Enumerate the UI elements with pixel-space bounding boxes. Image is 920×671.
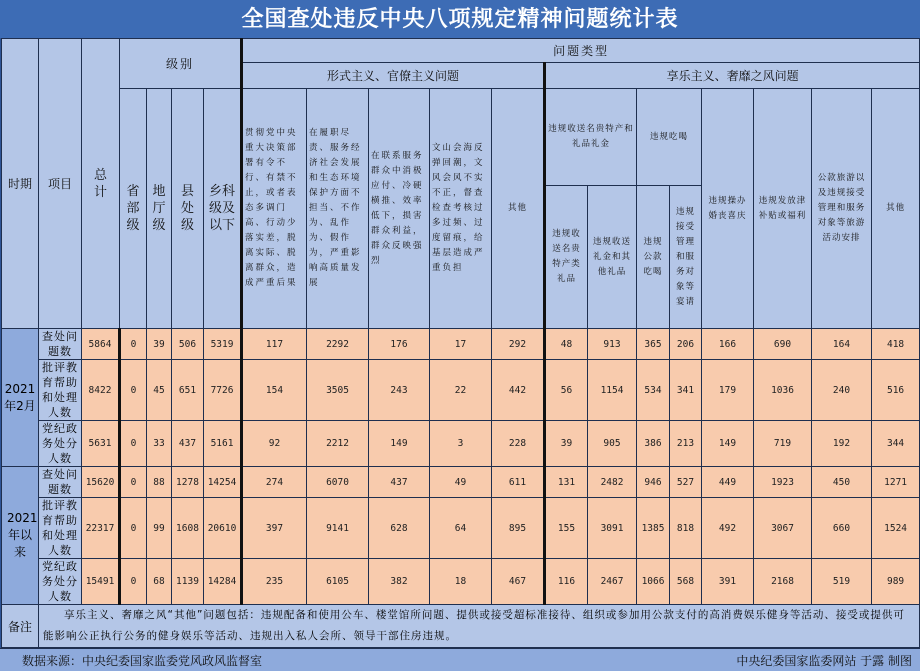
item-label: 党纪政务处分人数 <box>39 421 82 467</box>
value-cell: 149 <box>702 421 754 467</box>
header-formalism-col-2: 在履职尽责、服务经济社会发展和生态环境保护方面不担当、不作为、乱作为、假作为，严重影响高质量发展 <box>307 89 369 329</box>
value-cell: 391 <box>702 559 754 605</box>
value-cell: 442 <box>492 360 545 421</box>
value-cell: 1923 <box>754 467 812 498</box>
value-cell: 628 <box>369 498 430 559</box>
item-label: 批评教育帮助和处理人数 <box>39 360 82 421</box>
value-cell: 516 <box>872 360 920 421</box>
value-cell: 690 <box>754 329 812 360</box>
value-cell: 1278 <box>172 467 204 498</box>
header-total: 总计 <box>82 39 120 329</box>
value-cell: 0 <box>120 559 147 605</box>
note-text: 享乐主义、奢靡之风“其他”问题包括：违规配备和使用公车、楼堂馆所问题、提供或接受超标准接待、组织或参加用公款支付的高消费娱乐健身等活动、接受或提供可能影响公正执行公务的健身娱乐等活动、违规出入私人会所、领导干部住房违规。 <box>39 605 920 648</box>
value-cell: 450 <box>812 467 872 498</box>
value-cell: 1385 <box>637 498 670 559</box>
value-cell: 519 <box>812 559 872 605</box>
item-label: 查处问题数 <box>39 329 82 360</box>
value-cell: 344 <box>872 421 920 467</box>
value-cell: 15620 <box>82 467 120 498</box>
header-period: 时期 <box>2 39 39 329</box>
value-cell: 437 <box>369 467 430 498</box>
value-cell: 5631 <box>82 421 120 467</box>
header-travel: 公款旅游以及违规接受管理和服务对象等旅游活动安排 <box>812 89 872 329</box>
value-cell: 660 <box>812 498 872 559</box>
value-cell: 568 <box>670 559 702 605</box>
value-cell: 418 <box>872 329 920 360</box>
value-cell: 14254 <box>204 467 242 498</box>
value-cell: 382 <box>369 559 430 605</box>
value-cell: 1608 <box>172 498 204 559</box>
value-cell: 3505 <box>307 360 369 421</box>
stats-table <box>1 38 920 648</box>
value-cell: 905 <box>588 421 637 467</box>
value-cell: 0 <box>120 498 147 559</box>
value-cell: 989 <box>872 559 920 605</box>
value-cell: 3 <box>430 421 492 467</box>
value-cell: 2212 <box>307 421 369 467</box>
value-cell: 3067 <box>754 498 812 559</box>
value-cell: 913 <box>588 329 637 360</box>
value-cell: 17 <box>430 329 492 360</box>
item-label: 查处问题数 <box>39 467 82 498</box>
value-cell: 88 <box>147 467 172 498</box>
header-weddings-funerals: 违规操办婚丧喜庆 <box>702 89 754 329</box>
value-cell: 3091 <box>588 498 637 559</box>
value-cell: 719 <box>754 421 812 467</box>
header-hedonism: 享乐主义、奢靡之风问题 <box>545 63 920 89</box>
value-cell: 611 <box>492 467 545 498</box>
header-subsidies: 违规发放津补贴或福利 <box>754 89 812 329</box>
value-cell: 1036 <box>754 360 812 421</box>
value-cell: 5161 <box>204 421 242 467</box>
value-cell: 164 <box>812 329 872 360</box>
value-cell: 176 <box>369 329 430 360</box>
value-cell: 292 <box>492 329 545 360</box>
value-cell: 1524 <box>872 498 920 559</box>
header-level: 级别 <box>120 39 242 89</box>
value-cell: 8422 <box>82 360 120 421</box>
value-cell: 149 <box>369 421 430 467</box>
value-cell: 437 <box>172 421 204 467</box>
value-cell: 243 <box>369 360 430 421</box>
value-cell: 33 <box>147 421 172 467</box>
header-problem-type: 问题类型 <box>242 39 920 63</box>
header-hedonism-other: 其他 <box>872 89 920 329</box>
header-formalism-col-3: 在联系服务群众中消极应付、冷硬横推、效率低下，损害群众利益，群众反映强烈 <box>369 89 430 329</box>
value-cell: 492 <box>702 498 754 559</box>
table-row <box>2 421 920 467</box>
value-cell: 6070 <box>307 467 369 498</box>
value-cell: 0 <box>120 467 147 498</box>
value-cell: 56 <box>545 360 588 421</box>
value-cell: 467 <box>492 559 545 605</box>
value-cell: 341 <box>670 360 702 421</box>
value-cell: 1139 <box>172 559 204 605</box>
header-formalism-other: 其他 <box>492 89 545 329</box>
value-cell: 228 <box>492 421 545 467</box>
header-level-province: 省部级 <box>120 89 147 329</box>
header-gifts-money: 违规收送礼金和其他礼品 <box>588 186 637 329</box>
header-level-county: 县处级 <box>172 89 204 329</box>
value-cell: 2292 <box>307 329 369 360</box>
value-cell: 5319 <box>204 329 242 360</box>
value-cell: 99 <box>147 498 172 559</box>
note-label: 备注 <box>2 605 39 648</box>
value-cell: 2168 <box>754 559 812 605</box>
item-label: 批评教育帮助和处理人数 <box>39 498 82 559</box>
value-cell: 2482 <box>588 467 637 498</box>
value-cell: 116 <box>545 559 588 605</box>
table-row <box>2 360 920 421</box>
value-cell: 2467 <box>588 559 637 605</box>
value-cell: 397 <box>242 498 307 559</box>
value-cell: 386 <box>637 421 670 467</box>
table-row <box>2 467 920 498</box>
value-cell: 0 <box>120 421 147 467</box>
header-gifts-specialty: 违规收送名贵特产类礼品 <box>545 186 588 329</box>
value-cell: 49 <box>430 467 492 498</box>
data-source: 数据来源：中央纪委国家监委党风政风监督室 <box>22 653 263 668</box>
table-row <box>2 498 920 559</box>
value-cell: 506 <box>172 329 204 360</box>
value-cell: 68 <box>147 559 172 605</box>
header-item: 项目 <box>39 39 82 329</box>
value-cell: 39 <box>147 329 172 360</box>
table-row <box>2 329 920 360</box>
value-cell: 154 <box>242 360 307 421</box>
value-cell: 527 <box>670 467 702 498</box>
value-cell: 818 <box>670 498 702 559</box>
header-gifts: 违规收送名贵特产和礼品礼金 <box>545 89 637 186</box>
value-cell: 6105 <box>307 559 369 605</box>
header-formalism-col-4: 文山会海反弹回潮，文风会风不实不正，督查检查考核过多过频、过度留痕，给基层造成严重负担 <box>430 89 492 329</box>
value-cell: 20610 <box>204 498 242 559</box>
value-cell: 48 <box>545 329 588 360</box>
value-cell: 946 <box>637 467 670 498</box>
header-dining-public: 违规公款吃喝 <box>637 186 670 329</box>
value-cell: 206 <box>670 329 702 360</box>
value-cell: 651 <box>172 360 204 421</box>
value-cell: 449 <box>702 467 754 498</box>
value-cell: 45 <box>147 360 172 421</box>
value-cell: 235 <box>242 559 307 605</box>
value-cell: 64 <box>430 498 492 559</box>
value-cell: 22 <box>430 360 492 421</box>
header-formalism: 形式主义、官僚主义问题 <box>242 63 545 89</box>
header-formalism-col-1: 贯彻党中央重大决策部署有令不行、有禁不止，或者表态多调门高、行动少落实差，脱离实际、脱离群众，造成严重后果 <box>242 89 307 329</box>
value-cell: 166 <box>702 329 754 360</box>
value-cell: 240 <box>812 360 872 421</box>
credit: 中央纪委国家监委网站 于露 制图 <box>736 653 912 668</box>
table-body <box>2 329 920 605</box>
value-cell: 274 <box>242 467 307 498</box>
value-cell: 895 <box>492 498 545 559</box>
period-label: 2021年以来 <box>2 467 39 605</box>
value-cell: 0 <box>120 360 147 421</box>
value-cell: 39 <box>545 421 588 467</box>
header-level-prefecture: 地厅级 <box>147 89 172 329</box>
item-label: 党纪政务处分人数 <box>39 559 82 605</box>
header-dining: 违规吃喝 <box>637 89 702 186</box>
value-cell: 5864 <box>82 329 120 360</box>
value-cell: 534 <box>637 360 670 421</box>
value-cell: 117 <box>242 329 307 360</box>
value-cell: 1066 <box>637 559 670 605</box>
value-cell: 192 <box>812 421 872 467</box>
value-cell: 18 <box>430 559 492 605</box>
value-cell: 1154 <box>588 360 637 421</box>
value-cell: 155 <box>545 498 588 559</box>
value-cell: 179 <box>702 360 754 421</box>
value-cell: 92 <box>242 421 307 467</box>
value-cell: 7726 <box>204 360 242 421</box>
value-cell: 14284 <box>204 559 242 605</box>
header-level-township: 乡科级及以下 <box>204 89 242 329</box>
value-cell: 131 <box>545 467 588 498</box>
period-label: 2021年2月 <box>2 329 39 467</box>
value-cell: 15491 <box>82 559 120 605</box>
page-title: 全国查处违反中央八项规定精神问题统计表 <box>0 0 920 38</box>
value-cell: 213 <box>670 421 702 467</box>
value-cell: 9141 <box>307 498 369 559</box>
value-cell: 22317 <box>82 498 120 559</box>
value-cell: 1271 <box>872 467 920 498</box>
header-dining-banquet: 违规接受管理和服务对象等宴请 <box>670 186 702 329</box>
table-row <box>2 559 920 605</box>
value-cell: 365 <box>637 329 670 360</box>
value-cell: 0 <box>120 329 147 360</box>
